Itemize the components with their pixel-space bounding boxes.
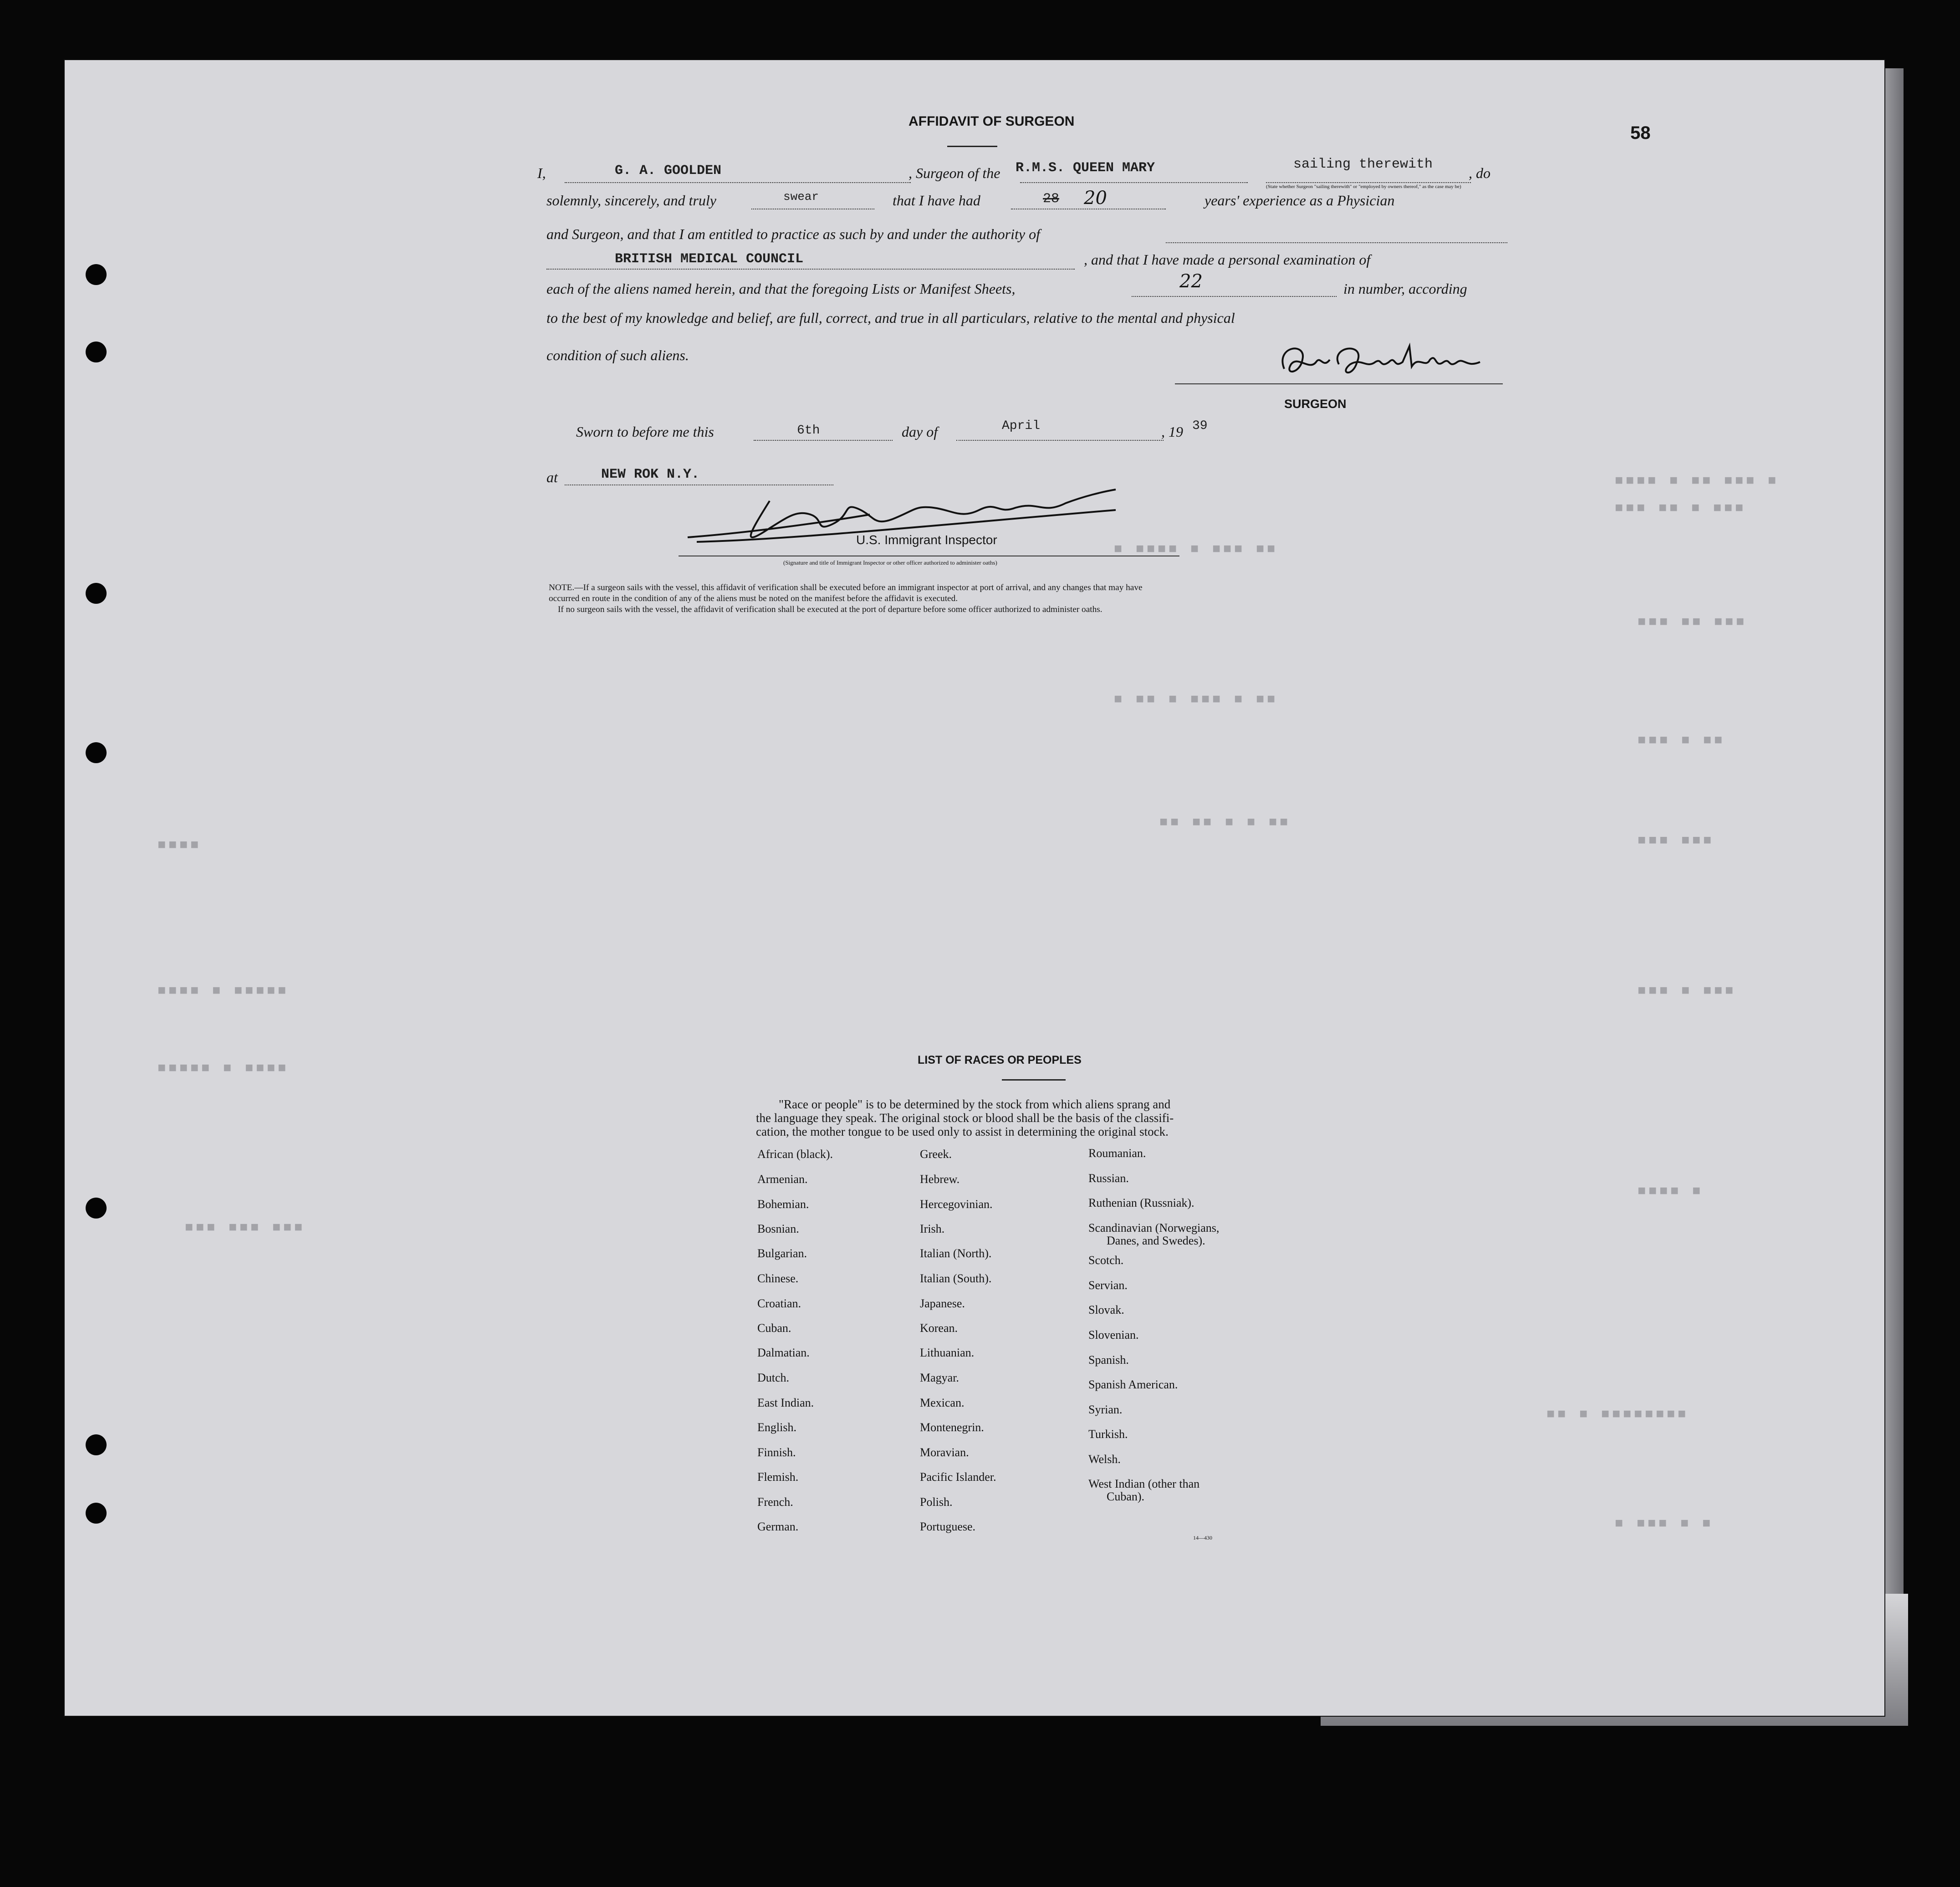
punch-hole	[86, 583, 107, 604]
race-item: Finnish.	[757, 1446, 796, 1459]
race-item: Servian.	[1088, 1279, 1128, 1292]
sheet-count-field: 22	[1179, 271, 1203, 292]
race-item: Flemish.	[757, 1470, 799, 1484]
race-item: Korean.	[920, 1321, 958, 1335]
race-item: Slovenian.	[1088, 1328, 1139, 1341]
surgeon-signature	[1266, 337, 1503, 392]
race-item: Slovak.	[1088, 1303, 1124, 1316]
affidavit-title: AFFIDAVIT OF SURGEON	[909, 114, 1075, 129]
race-item: Armenian.	[757, 1173, 808, 1186]
race-item: Welsh.	[1088, 1453, 1121, 1466]
races-intro-line-3: cation, the mother tongue to be used only to assist in determining the original stock.	[756, 1125, 1169, 1138]
races-title: LIST OF RACES OR PEOPLES	[918, 1054, 1082, 1066]
bleed-through-texture: ■■■ ■■ ■■■	[1635, 615, 1745, 630]
surgeon-label: SURGEON	[1284, 397, 1347, 411]
bleed-through-texture: ■■■ ■ ■■■	[1635, 984, 1734, 999]
have-had-label: that I have had	[893, 192, 980, 209]
page-number: 58	[1630, 123, 1651, 143]
day-of-label: day of	[902, 423, 938, 440]
do-label: , do	[1469, 165, 1490, 181]
race-item: Hercegovinian.	[920, 1198, 993, 1211]
bleed-through-texture: ■■■■	[155, 838, 199, 853]
race-item: Spanish.	[1088, 1353, 1129, 1367]
each-of-label: each of the aliens named herein, and that the foregoing Lists or Manifest Sheets,	[546, 280, 1016, 297]
bleed-through-texture: ■■■ ■■■	[1635, 833, 1712, 849]
inspector-caption: (Signature and title of Immigrant Inspector or other officer authorized to administer oaths)	[783, 559, 997, 566]
manifest-sheet	[64, 59, 1885, 1717]
punch-hole	[86, 264, 107, 285]
punch-hole	[86, 1198, 107, 1219]
note-line-2: occurred en route in the condition of any of the aliens must be noted on the manifest before the affidavit is executed.	[549, 594, 958, 603]
ship-name-field: R.M.S. QUEEN MARY	[1016, 160, 1155, 176]
race-item: Pacific Islander.	[920, 1470, 996, 1484]
race-item: Turkish.	[1088, 1428, 1128, 1441]
bleed-through-texture: ■ ■■■■	[1635, 1184, 1701, 1199]
race-item: Irish.	[920, 1222, 945, 1235]
sailing-note: (State whether Surgeon "sailing therewith" or "employed by owners thereof," as the case may be)	[1266, 184, 1461, 189]
oath-field: swear	[783, 190, 819, 204]
month-field: April	[1002, 419, 1041, 433]
races-intro-line-1: "Race or people" is to be determined by the stock from which aliens sprang and	[779, 1097, 1171, 1111]
year-prefix: , 19	[1161, 423, 1183, 440]
bleed-through-texture: ■■■■■■■■ ■ ■■	[1544, 1407, 1686, 1423]
bleed-through-texture: ■■■■■ ■ ■■■■	[155, 984, 286, 999]
years-struck-field: 28	[1043, 191, 1060, 207]
surgeon-name-field: G. A. GOOLDEN	[615, 163, 722, 178]
authority-field: BRITISH MEDICAL COUNCIL	[615, 251, 804, 267]
bleed-through-texture: ■■ ■ ■ ■■ ■■	[1157, 815, 1288, 831]
race-item: Portuguese.	[920, 1520, 976, 1533]
place-field: NEW ROK N.Y.	[601, 467, 700, 482]
punch-hole	[86, 342, 107, 362]
note-line-3: If no surgeon sails with the vessel, the affidavit of verification shall be executed at the port of departure before some officer authorized to administer oaths.	[558, 605, 1102, 614]
race-item: Roumanian.	[1088, 1147, 1146, 1160]
race-item: Danes, and Swedes).	[1107, 1234, 1205, 1247]
race-item: Moravian.	[920, 1446, 969, 1459]
race-item: Russian.	[1088, 1172, 1129, 1185]
form-number: 14—430	[1193, 1535, 1212, 1541]
day-field: 6th	[797, 423, 820, 438]
races-title-rule	[1002, 1079, 1066, 1081]
race-item: Hebrew.	[920, 1173, 960, 1186]
solemnly-label: solemnly, sincerely, and truly	[546, 192, 716, 209]
best-of-label: to the best of my knowledge and belief, are full, correct, and true in all particulars, relative to the mental and physical	[546, 310, 1235, 326]
punch-hole	[86, 1503, 107, 1524]
race-item: Syrian.	[1088, 1403, 1123, 1416]
bleed-through-texture: ■■■ ■ ■■ ■■■	[1612, 501, 1744, 516]
bleed-through-texture: ■ ■ ■■■ ■	[1612, 1516, 1711, 1532]
bleed-through-texture: ■■■■ ■ ■■■■■	[155, 1061, 286, 1076]
note-line-1: NOTE.—If a surgeon sails with the vessel, this affidavit of verification shall be executed before an immigrant inspector at port of arrival, and any changes that may have	[549, 583, 1143, 592]
sworn-label: Sworn to before me this	[576, 423, 714, 440]
race-item: Mexican.	[920, 1396, 965, 1409]
race-item: East Indian.	[757, 1396, 814, 1409]
race-item: English.	[757, 1421, 796, 1434]
sailing-status-field: sailing therewith	[1293, 157, 1433, 172]
title-rule	[947, 146, 997, 147]
race-item: Croatian.	[757, 1297, 801, 1310]
bleed-through-texture: ■■ ■ ■■■	[1635, 733, 1723, 749]
race-item: German.	[757, 1520, 799, 1533]
in-number-label: in number, according	[1343, 280, 1467, 297]
race-item: Bohemian.	[757, 1198, 809, 1211]
race-item: Japanese.	[920, 1297, 965, 1310]
race-item: Spanish American.	[1088, 1378, 1178, 1391]
race-item: Dutch.	[757, 1371, 790, 1384]
inspector-title: U.S. Immigrant Inspector	[856, 533, 997, 547]
race-item: Ruthenian (Russniak).	[1088, 1196, 1194, 1209]
bleed-through-texture: ■■■ ■■■ ■■■	[182, 1220, 303, 1236]
made-exam-label: , and that I have made a personal examination of	[1084, 251, 1371, 268]
race-item: Greek.	[920, 1148, 952, 1161]
race-item: Dalmatian.	[757, 1346, 810, 1359]
race-item: Magyar.	[920, 1371, 959, 1384]
race-item: African (black).	[757, 1148, 833, 1161]
race-item: Chinese.	[757, 1272, 799, 1285]
at-label: at	[546, 469, 558, 485]
race-item: Lithuanian.	[920, 1346, 975, 1359]
races-intro-line-2: the language they speak. The original stock or blood shall be the basis of the classifi-	[756, 1111, 1174, 1125]
punch-hole	[86, 742, 107, 763]
race-item: Cuban).	[1107, 1490, 1145, 1503]
and-surgeon-label: and Surgeon, and that I am entitled to practice as such by and under the authority of	[546, 226, 1040, 242]
race-item: Bosnian.	[757, 1222, 799, 1235]
bleed-through-texture: ■■ ■ ■■■ ■ ■■ ■	[1111, 692, 1276, 708]
race-item: Italian (North).	[920, 1247, 992, 1260]
race-item: French.	[757, 1495, 793, 1509]
race-item: Montenegrin.	[920, 1421, 984, 1434]
race-item: West Indian (other than	[1088, 1477, 1200, 1490]
years-experience-label: years' experience as a Physician	[1205, 192, 1395, 209]
punch-hole	[86, 1434, 107, 1455]
race-item: Scandinavian (Norwegians,	[1088, 1221, 1220, 1234]
condition-label: condition of such aliens.	[546, 347, 689, 363]
race-item: Italian (South).	[920, 1272, 992, 1285]
years-field: 20	[1084, 188, 1107, 209]
year-field: 39	[1192, 419, 1208, 433]
race-item: Scotch.	[1088, 1254, 1124, 1267]
bleed-through-texture: ■ ■■■ ■■ ■ ■■■■	[1612, 474, 1776, 489]
bleed-through-texture: ■■ ■■■ ■ ■■■■ ■	[1111, 542, 1276, 557]
surgeon-of-label: , Surgeon of the	[909, 165, 1000, 181]
race-item: Cuban.	[757, 1321, 791, 1335]
race-item: Polish.	[920, 1495, 953, 1509]
affidavit-i: I,	[537, 165, 546, 181]
race-item: Bulgarian.	[757, 1247, 807, 1260]
